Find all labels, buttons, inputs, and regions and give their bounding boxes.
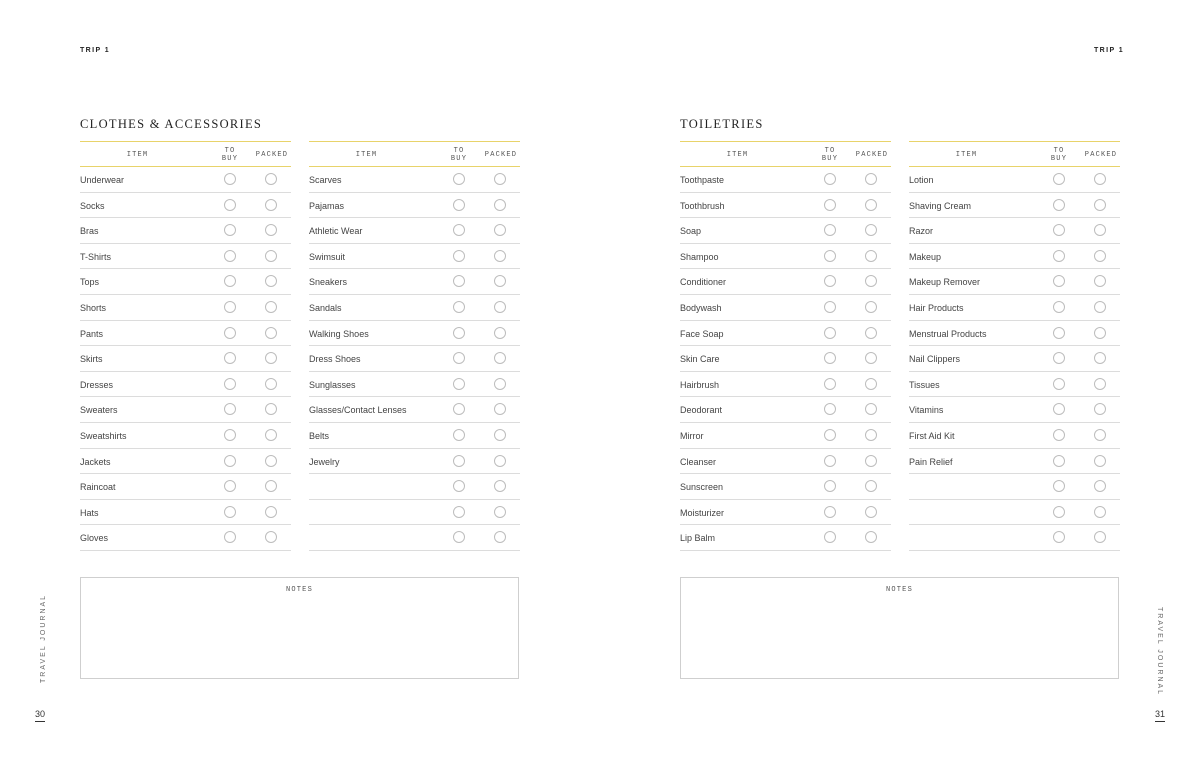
- to-buy-checkbox[interactable]: [824, 301, 836, 313]
- header-buy: BUY: [1050, 155, 1068, 163]
- item-label: Cleanser: [680, 456, 717, 467]
- table-header: [309, 141, 520, 167]
- packed-checkbox[interactable]: [494, 199, 506, 211]
- checklist-row: [80, 372, 291, 398]
- to-buy-checkbox[interactable]: [224, 531, 236, 543]
- item-label: Conditioner: [680, 277, 727, 288]
- packed-checkbox[interactable]: [494, 403, 506, 415]
- checklist-row: [680, 474, 891, 500]
- item-label: Glasses/Contact Lenses: [309, 405, 407, 416]
- checklist-row: [909, 423, 1120, 449]
- item-label: Socks: [80, 200, 105, 211]
- to-buy-checkbox[interactable]: [1053, 403, 1065, 415]
- packed-checkbox[interactable]: [494, 352, 506, 364]
- packed-checkbox[interactable]: [865, 173, 877, 185]
- item-label: Jackets: [80, 456, 111, 467]
- item-label: Skirts: [80, 354, 103, 365]
- checklist-row: [80, 449, 291, 475]
- to-buy-checkbox[interactable]: [224, 224, 236, 236]
- item-label: Gloves: [80, 533, 109, 544]
- checklist-row: [680, 295, 891, 321]
- to-buy-checkbox[interactable]: [453, 429, 465, 441]
- checklist-row: [309, 346, 520, 372]
- checklist-row: [309, 269, 520, 295]
- packed-checkbox[interactable]: [865, 250, 877, 262]
- to-buy-checkbox[interactable]: [824, 199, 836, 211]
- packed-checkbox[interactable]: [494, 275, 506, 287]
- item-label: Face Soap: [680, 328, 724, 339]
- checklist-row: [909, 500, 1120, 526]
- checklist-row: [909, 218, 1120, 244]
- packed-checkbox[interactable]: [865, 403, 877, 415]
- item-label: Lip Balm: [680, 533, 716, 544]
- checklist-row: [909, 244, 1120, 270]
- header-packed: PACKED: [255, 151, 289, 159]
- checklist-row: [80, 346, 291, 372]
- to-buy-checkbox[interactable]: [1053, 352, 1065, 364]
- packed-checkbox[interactable]: [494, 301, 506, 313]
- notes-box-right[interactable]: [680, 577, 1119, 679]
- item-label: Shampoo: [680, 251, 719, 262]
- header-item: ITEM: [726, 151, 749, 159]
- checklist-row: [80, 218, 291, 244]
- packed-checkbox[interactable]: [494, 506, 506, 518]
- notes-box-left[interactable]: [80, 577, 519, 679]
- to-buy-checkbox[interactable]: [1053, 224, 1065, 236]
- checklist-row: [680, 423, 891, 449]
- checklist-row: [80, 321, 291, 347]
- to-buy-checkbox[interactable]: [224, 378, 236, 390]
- packed-checkbox[interactable]: [865, 275, 877, 287]
- packed-checkbox[interactable]: [494, 250, 506, 262]
- to-buy-checkbox[interactable]: [1053, 199, 1065, 211]
- checklist-row: [80, 244, 291, 270]
- packed-checkbox[interactable]: [265, 455, 277, 467]
- to-buy-checkbox[interactable]: [453, 224, 465, 236]
- to-buy-checkbox[interactable]: [453, 173, 465, 185]
- item-label: Hair Products: [909, 302, 964, 313]
- packed-checkbox[interactable]: [1094, 327, 1106, 339]
- notes-label: NOTES: [285, 586, 313, 594]
- checklist-row: [309, 449, 520, 475]
- item-label: Raincoat: [80, 482, 116, 493]
- item-label: Pants: [80, 328, 104, 339]
- checklist-row: [680, 218, 891, 244]
- checklist-row: [80, 397, 291, 423]
- checklist-row: [680, 193, 891, 219]
- to-buy-checkbox[interactable]: [824, 403, 836, 415]
- page-number-right: 31: [1155, 709, 1165, 722]
- to-buy-checkbox[interactable]: [1053, 531, 1065, 543]
- header-buy: BUY: [450, 155, 468, 163]
- to-buy-checkbox[interactable]: [224, 480, 236, 492]
- packed-checkbox[interactable]: [865, 480, 877, 492]
- page-number-left: 30: [35, 709, 45, 722]
- checklist-column: [909, 141, 1120, 551]
- to-buy-checkbox[interactable]: [453, 455, 465, 467]
- packed-checkbox[interactable]: [265, 173, 277, 185]
- header-to: TO: [824, 147, 836, 155]
- item-label: Shorts: [80, 302, 107, 313]
- packed-checkbox[interactable]: [865, 455, 877, 467]
- item-label: Skin Care: [680, 354, 720, 365]
- to-buy-checkbox[interactable]: [1053, 506, 1065, 518]
- checklist-row: [680, 346, 891, 372]
- item-label: Makeup: [909, 251, 942, 262]
- item-label: Bras: [80, 226, 99, 237]
- to-buy-checkbox[interactable]: [824, 224, 836, 236]
- to-buy-checkbox[interactable]: [824, 327, 836, 339]
- checklist-row: [909, 346, 1120, 372]
- checklist-row: [680, 167, 891, 193]
- header-item: ITEM: [126, 151, 149, 159]
- packed-checkbox[interactable]: [1094, 224, 1106, 236]
- to-buy-checkbox[interactable]: [824, 531, 836, 543]
- checklist-row: [80, 193, 291, 219]
- item-label: Lotion: [909, 175, 934, 185]
- item-label: Pain Relief: [909, 456, 953, 467]
- checklist-row: [309, 167, 520, 193]
- packed-checkbox[interactable]: [265, 531, 277, 543]
- header-to: TO: [224, 147, 236, 155]
- header-to-buy: [1045, 147, 1073, 163]
- item-label: Hairbrush: [680, 379, 720, 390]
- to-buy-checkbox[interactable]: [453, 506, 465, 518]
- to-buy-checkbox[interactable]: [1053, 480, 1065, 492]
- to-buy-checkbox[interactable]: [453, 403, 465, 415]
- to-buy-checkbox[interactable]: [453, 199, 465, 211]
- item-label: Walking Shoes: [309, 328, 369, 339]
- to-buy-checkbox[interactable]: [824, 378, 836, 390]
- packed-checkbox[interactable]: [865, 327, 877, 339]
- to-buy-checkbox[interactable]: [224, 455, 236, 467]
- checklist-row: [80, 525, 291, 551]
- checklist-row: [680, 525, 891, 551]
- checklist-row: [909, 474, 1120, 500]
- to-buy-checkbox[interactable]: [224, 429, 236, 441]
- table-header: [909, 141, 1120, 167]
- item-label: Toothbrush: [680, 200, 725, 211]
- item-label: Hats: [80, 507, 99, 518]
- packed-checkbox[interactable]: [265, 301, 277, 313]
- packed-checkbox[interactable]: [494, 429, 506, 441]
- checklist-row: [309, 372, 520, 398]
- to-buy-checkbox[interactable]: [824, 480, 836, 492]
- item-label: Mirror: [680, 430, 704, 441]
- to-buy-checkbox[interactable]: [224, 403, 236, 415]
- checklist-row: [309, 321, 520, 347]
- checklist-row: [309, 397, 520, 423]
- header-to: TO: [453, 147, 465, 155]
- packed-checkbox[interactable]: [1094, 250, 1106, 262]
- to-buy-checkbox[interactable]: [224, 199, 236, 211]
- table-header: [680, 141, 891, 167]
- item-label: Swimsuit: [309, 251, 346, 262]
- checklist-row: [80, 269, 291, 295]
- to-buy-checkbox[interactable]: [1053, 378, 1065, 390]
- to-buy-checkbox[interactable]: [224, 506, 236, 518]
- packed-checkbox[interactable]: [1094, 352, 1106, 364]
- packed-checkbox[interactable]: [1094, 173, 1106, 185]
- checklist-row: [680, 269, 891, 295]
- item-label: Jewelry: [309, 456, 340, 467]
- packed-checkbox[interactable]: [494, 531, 506, 543]
- to-buy-checkbox[interactable]: [224, 327, 236, 339]
- item-label: Sneakers: [309, 277, 348, 288]
- item-label: Bodywash: [680, 302, 722, 313]
- packed-checkbox[interactable]: [494, 378, 506, 390]
- checklist-row: [909, 269, 1120, 295]
- checklist-row: [309, 218, 520, 244]
- packed-checkbox[interactable]: [1094, 378, 1106, 390]
- to-buy-checkbox[interactable]: [824, 352, 836, 364]
- to-buy-checkbox[interactable]: [824, 173, 836, 185]
- checklist-row: [80, 167, 291, 193]
- checklist-row: [80, 423, 291, 449]
- to-buy-checkbox[interactable]: [1053, 275, 1065, 287]
- item-label: Toothpaste: [680, 175, 725, 185]
- to-buy-checkbox[interactable]: [1053, 455, 1065, 467]
- packed-checkbox[interactable]: [865, 199, 877, 211]
- packed-checkbox[interactable]: [494, 224, 506, 236]
- item-label: Moisturizer: [680, 507, 725, 518]
- checklist-row: [909, 321, 1120, 347]
- header-buy: BUY: [221, 155, 239, 163]
- packed-checkbox[interactable]: [1094, 403, 1106, 415]
- packed-checkbox[interactable]: [265, 352, 277, 364]
- item-label: Sunglasses: [309, 379, 356, 390]
- packed-checkbox[interactable]: [865, 429, 877, 441]
- packed-checkbox[interactable]: [265, 480, 277, 492]
- item-label: Tissues: [909, 379, 940, 390]
- to-buy-checkbox[interactable]: [824, 429, 836, 441]
- checklist-row: [309, 423, 520, 449]
- checklist-row: [80, 295, 291, 321]
- packed-checkbox[interactable]: [865, 506, 877, 518]
- checklist-row: [309, 474, 520, 500]
- item-label: Pajamas: [309, 200, 345, 211]
- packed-checkbox[interactable]: [265, 275, 277, 287]
- notes-label: NOTES: [885, 586, 913, 594]
- item-label: Scarves: [309, 175, 342, 185]
- packed-checkbox[interactable]: [1094, 429, 1106, 441]
- packed-checkbox[interactable]: [265, 250, 277, 262]
- packed-checkbox[interactable]: [865, 378, 877, 390]
- to-buy-checkbox[interactable]: [224, 275, 236, 287]
- to-buy-checkbox[interactable]: [1053, 301, 1065, 313]
- checklist-row: [309, 500, 520, 526]
- checklist-column: [309, 141, 520, 551]
- item-label: Menstrual Products: [909, 328, 987, 339]
- checklist-row: [80, 500, 291, 526]
- header-buy: BUY: [821, 155, 839, 163]
- to-buy-checkbox[interactable]: [824, 455, 836, 467]
- checklist-row: [909, 525, 1120, 551]
- packed-checkbox[interactable]: [1094, 506, 1106, 518]
- packed-checkbox[interactable]: [865, 531, 877, 543]
- checklist-row: [680, 500, 891, 526]
- header-to-buy: [816, 147, 844, 163]
- checklist-row: [680, 397, 891, 423]
- packed-checkbox[interactable]: [865, 352, 877, 364]
- item-label: Shaving Cream: [909, 200, 972, 211]
- header-item: ITEM: [355, 151, 378, 159]
- checklist-row: [80, 474, 291, 500]
- checklist-row: [309, 525, 520, 551]
- item-label: First Aid Kit: [909, 430, 955, 441]
- item-label: Tops: [80, 277, 100, 288]
- item-label: Sunscreen: [680, 482, 724, 493]
- packed-checkbox[interactable]: [265, 506, 277, 518]
- packed-checkbox[interactable]: [494, 327, 506, 339]
- item-label: Dress Shoes: [309, 354, 361, 365]
- packed-checkbox[interactable]: [1094, 455, 1106, 467]
- checklist-row: [909, 193, 1120, 219]
- checklist-row: [909, 295, 1120, 321]
- packed-checkbox[interactable]: [265, 429, 277, 441]
- trip-label-left: TRIP 1: [80, 47, 111, 54]
- header-packed: PACKED: [484, 151, 518, 159]
- to-buy-checkbox[interactable]: [453, 275, 465, 287]
- packed-checkbox[interactable]: [865, 224, 877, 236]
- checklist-row: [909, 397, 1120, 423]
- item-label: Dresses: [80, 379, 114, 390]
- packed-checkbox[interactable]: [494, 455, 506, 467]
- checklist-row: [909, 449, 1120, 475]
- to-buy-checkbox[interactable]: [224, 250, 236, 262]
- checklist-column: [680, 141, 891, 551]
- checklist-row: [680, 244, 891, 270]
- header-to-buy: [445, 147, 473, 163]
- to-buy-checkbox[interactable]: [224, 352, 236, 364]
- item-label: Deodorant: [680, 405, 723, 416]
- packed-checkbox[interactable]: [1094, 275, 1106, 287]
- packed-checkbox[interactable]: [494, 173, 506, 185]
- packed-checkbox[interactable]: [265, 224, 277, 236]
- to-buy-checkbox[interactable]: [824, 275, 836, 287]
- packed-checkbox[interactable]: [1094, 531, 1106, 543]
- section-title-clothes: CLOTHES & ACCESSORIES: [80, 117, 263, 131]
- packed-checkbox[interactable]: [265, 327, 277, 339]
- packed-checkbox[interactable]: [265, 378, 277, 390]
- checklist-column: [80, 141, 291, 551]
- to-buy-checkbox[interactable]: [453, 301, 465, 313]
- checklist-row: [680, 321, 891, 347]
- packed-checkbox[interactable]: [1094, 480, 1106, 492]
- header-packed: PACKED: [1084, 151, 1118, 159]
- item-label: T-Shirts: [80, 251, 112, 262]
- section-title-toiletries: TOILETRIES: [680, 117, 764, 131]
- checklist-row: [309, 193, 520, 219]
- to-buy-checkbox[interactable]: [1053, 327, 1065, 339]
- to-buy-checkbox[interactable]: [453, 378, 465, 390]
- checklist-row: [680, 372, 891, 398]
- table-header: [80, 141, 291, 167]
- item-label: Athletic Wear: [309, 226, 363, 237]
- checklist-row: [680, 449, 891, 475]
- to-buy-checkbox[interactable]: [224, 301, 236, 313]
- to-buy-checkbox[interactable]: [453, 480, 465, 492]
- to-buy-checkbox[interactable]: [224, 173, 236, 185]
- item-label: Sandals: [309, 302, 342, 313]
- checklist-row: [909, 372, 1120, 398]
- packed-checkbox[interactable]: [1094, 199, 1106, 211]
- packed-checkbox[interactable]: [265, 403, 277, 415]
- item-label: Nail Clippers: [909, 354, 961, 365]
- header-item: ITEM: [955, 151, 978, 159]
- item-label: Razor: [909, 226, 934, 237]
- item-label: Sweaters: [80, 405, 118, 416]
- packed-checkbox[interactable]: [865, 301, 877, 313]
- side-text-left: TRAVEL JOURNAL: [40, 593, 47, 683]
- packed-checkbox[interactable]: [494, 480, 506, 492]
- packed-checkbox[interactable]: [1094, 301, 1106, 313]
- to-buy-checkbox[interactable]: [453, 531, 465, 543]
- item-label: Sweatshirts: [80, 430, 127, 441]
- packed-checkbox[interactable]: [265, 199, 277, 211]
- trip-label-right: TRIP 1: [1094, 47, 1125, 54]
- header-to-buy: [216, 147, 244, 163]
- to-buy-checkbox[interactable]: [1053, 173, 1065, 185]
- header-packed: PACKED: [855, 151, 889, 159]
- item-label: Vitamins: [909, 405, 944, 416]
- side-text-right: TRAVEL JOURNAL: [1156, 607, 1163, 697]
- item-label: Underwear: [80, 175, 125, 185]
- item-label: Makeup Remover: [909, 277, 981, 288]
- to-buy-checkbox[interactable]: [1053, 250, 1065, 262]
- item-label: Soap: [680, 226, 702, 237]
- to-buy-checkbox[interactable]: [824, 506, 836, 518]
- to-buy-checkbox[interactable]: [453, 327, 465, 339]
- checklist-row: [309, 244, 520, 270]
- item-label: Belts: [309, 430, 330, 441]
- checklist-row: [309, 295, 520, 321]
- header-to: TO: [1053, 147, 1065, 155]
- to-buy-checkbox[interactable]: [1053, 429, 1065, 441]
- to-buy-checkbox[interactable]: [824, 250, 836, 262]
- checklist-row: [909, 167, 1120, 193]
- to-buy-checkbox[interactable]: [453, 352, 465, 364]
- to-buy-checkbox[interactable]: [453, 250, 465, 262]
